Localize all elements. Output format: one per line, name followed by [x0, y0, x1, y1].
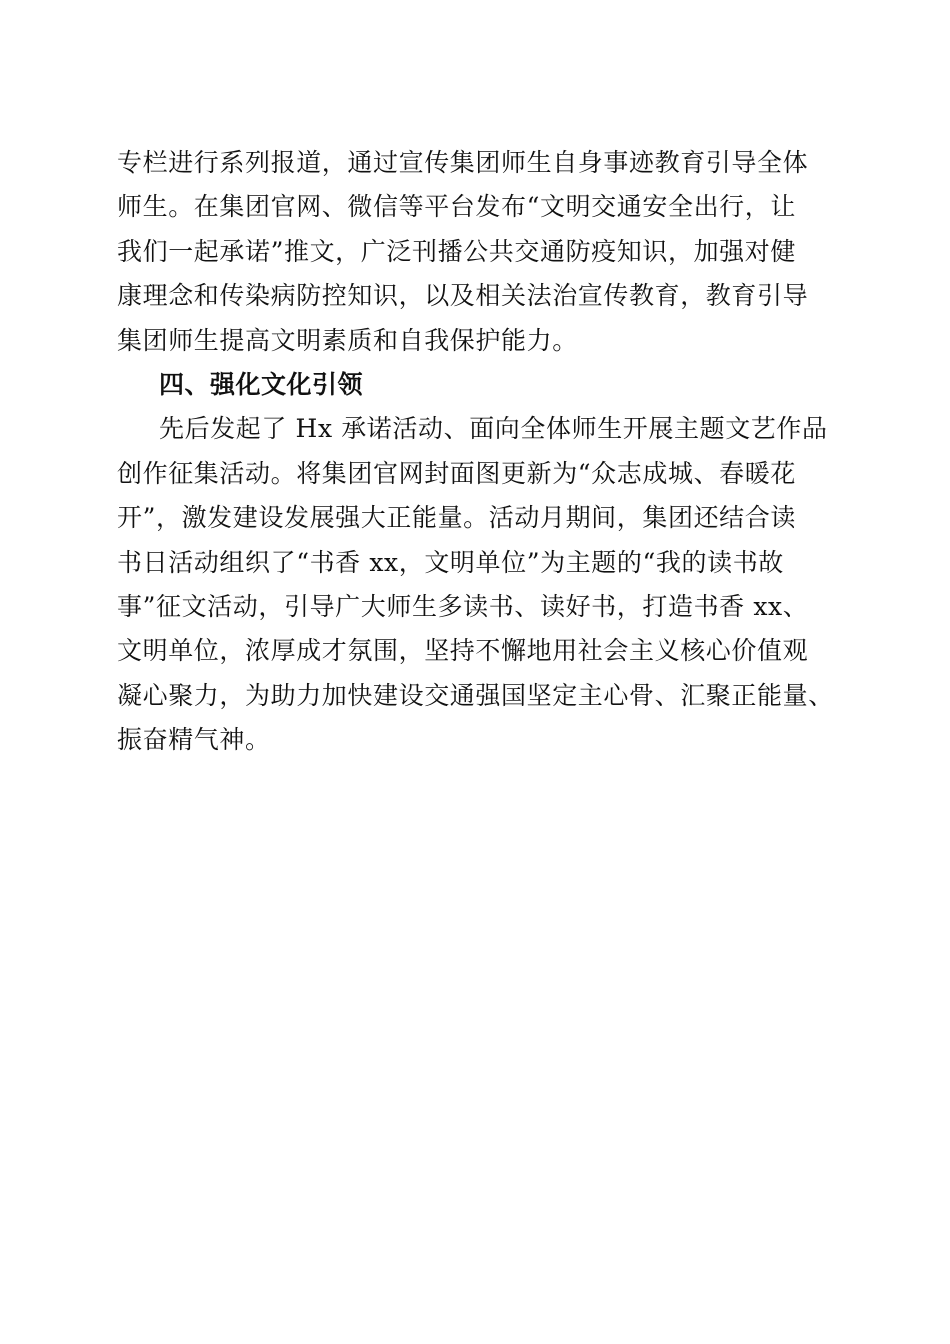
- paragraph-line: 文明单位，浓厚成才氛围，坚持不懈地用社会主义核心价值观: [117, 636, 809, 666]
- paragraph-line: 康理念和传染病防控知识，以及相关法治宣传教育，教育引导: [117, 281, 809, 311]
- paragraph-line: 凝心聚力，为助力加快建设交通强国坚定主心骨、汇聚正能量、: [117, 680, 834, 710]
- paragraph-line: 振奋精气神。: [117, 725, 271, 755]
- paragraph-line: 专栏进行系列报道，通过宣传集团师生自身事迹教育引导全体: [117, 148, 809, 177]
- paragraph-line: 先后发起了 Hx 承诺活动、面向全体师生开展主题文艺作品: [159, 414, 828, 444]
- paragraph-line: 我们一起承诺”推文，广泛刊播公共交通防疫知识，加强对健: [117, 236, 796, 266]
- document-body: [117, 141, 852, 762]
- paragraph-line: 创作征集活动。将集团官网封面图更新为“众志成城、春暖花: [117, 458, 796, 488]
- paragraph-line: 开”，激发建设发展强大正能量。活动月期间，集团还结合读: [117, 503, 796, 533]
- section-heading: 四、强化文化引领: [159, 369, 364, 399]
- paragraph-line: 师生。在集团官网、微信等平台发布“文明交通安全出行，让: [117, 192, 796, 222]
- paragraph-line: 事”征文活动，引导广大师生多读书、读好书，打造书香 xx、: [117, 591, 809, 621]
- paragraph-line: 集团师生提高文明素质和自我保护能力。: [117, 325, 578, 355]
- paragraph-line: 书日活动组织了“书香 xx，文明单位”为主题的“我的读书故: [117, 547, 784, 577]
